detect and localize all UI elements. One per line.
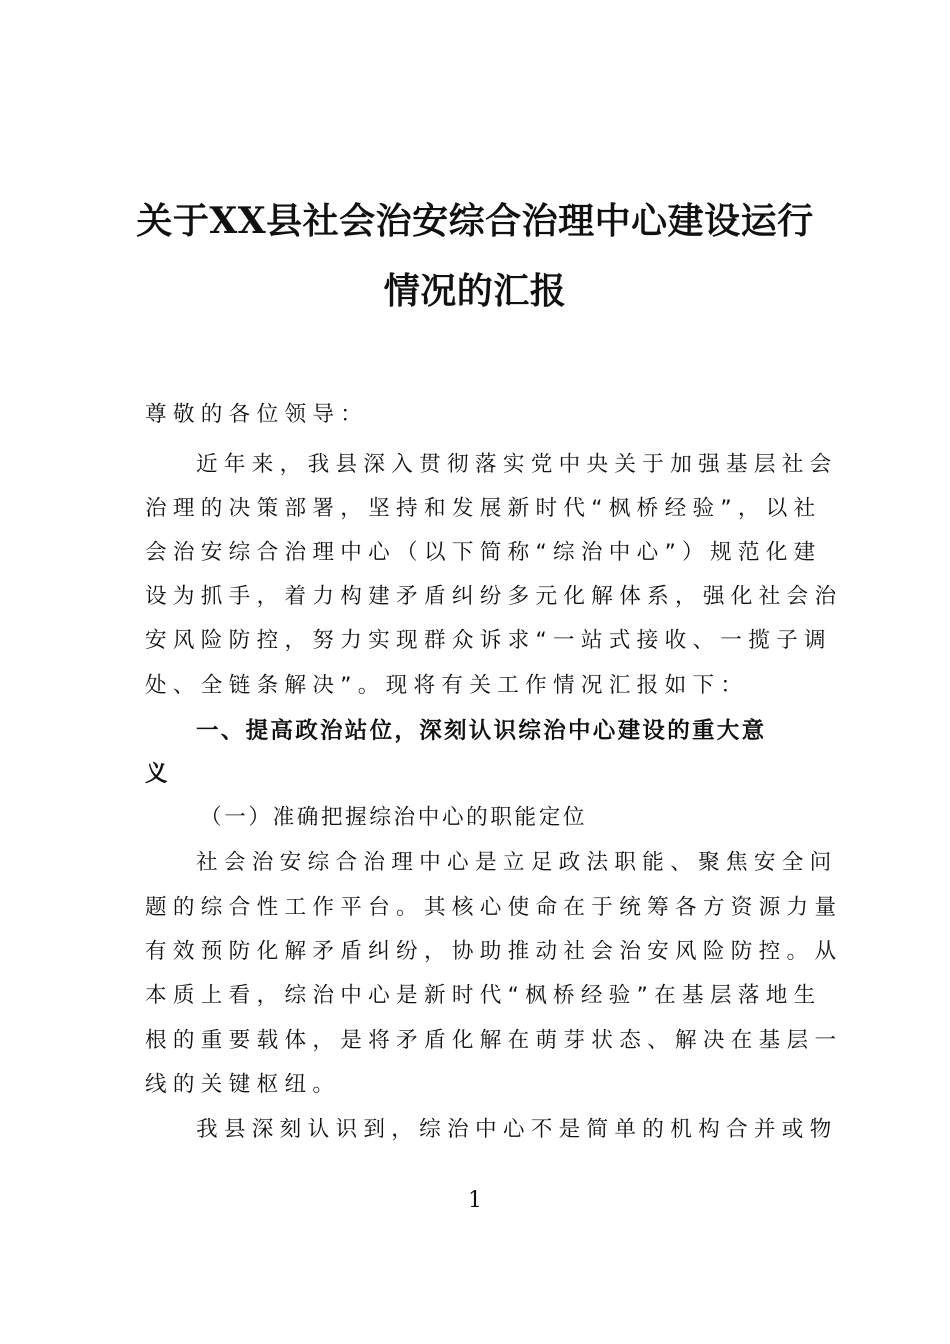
page-number: 1: [468, 1188, 482, 1213]
paragraph-line: 根的重要载体，是将矛盾化解在萌芽状态、解决在基层一: [145, 1028, 843, 1053]
sub-heading: （一）准确把握综治中心的职能定位: [200, 805, 588, 830]
paragraph-line: 题的综合性工作平台。其核心使命在于统筹各方资源力量: [145, 895, 843, 920]
section-heading-continuation: 义: [145, 761, 170, 787]
paragraph-line: 处、全链条解决”。现将有关工作情况汇报如下：: [145, 673, 749, 698]
paragraph-line: 设为抓手，着力构建矛盾纠纷多元化解体系，强化社会治: [145, 584, 843, 609]
paragraph-line: 社会治安综合治理中心是立足政法职能、聚焦安全问: [196, 850, 838, 875]
paragraph-line: 近年来，我县深入贯彻落实党中央关于加强基层社会: [196, 452, 838, 477]
paragraph-line: 我县深刻认识到，综治中心不是简单的机构合并或物: [196, 1117, 838, 1142]
paragraph-line: 线的关键枢纽。: [145, 1072, 341, 1097]
paragraph-line: 治理的决策部署，坚持和发展新时代“枫桥经验”，以社: [145, 496, 822, 521]
section-heading: 一、提高政治站位，深刻认识综治中心建设的重大意: [196, 718, 767, 744]
paragraph-line: 会治安综合治理中心（以下简称“综治中心”）规范化建: [145, 540, 822, 565]
document-title-line-1: 关于XX县社会治安综合治理中心建设运行: [136, 200, 814, 242]
salutation: 尊敬的各位领导：: [145, 402, 369, 427]
paragraph-line: 有效预防化解矛盾纠纷，协助推动社会治安风险防控。从: [145, 939, 843, 964]
paragraph-line: 安风险防控，努力实现群众诉求“一站式接收、一揽子调: [145, 628, 832, 653]
paragraph-line: 本质上看，综治中心是新时代“枫桥经验”在基层落地生: [145, 983, 822, 1008]
document-title-line-2: 情况的汇报: [383, 270, 567, 312]
